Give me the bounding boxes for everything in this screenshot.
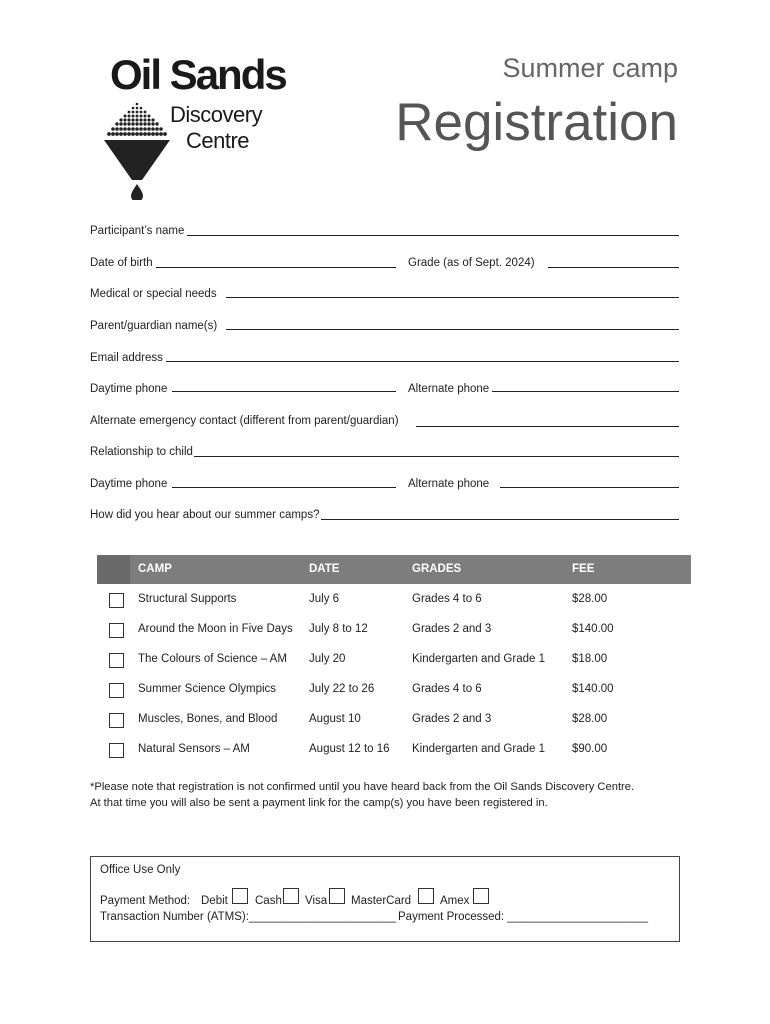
- camp-date: July 20: [309, 653, 346, 665]
- camp-date: July 8 to 12: [309, 623, 368, 635]
- payment-processed-field[interactable]: Payment Processed: ______________________: [398, 911, 649, 923]
- camp-name: The Colours of Science – AM: [138, 653, 287, 665]
- camp-fee: $140.00: [572, 623, 614, 635]
- camp-name: Natural Sensors – AM: [138, 743, 250, 755]
- camp-date: August 12 to 16: [309, 743, 390, 755]
- participant-name-field[interactable]: [187, 235, 679, 236]
- header-subtitle: Summer camp: [502, 53, 678, 83]
- page-title: Registration: [395, 93, 678, 152]
- logo-droplet-icon: [102, 100, 172, 200]
- table-header-fee: FEE: [572, 563, 595, 575]
- debit-label: Debit: [201, 895, 228, 907]
- camp-checkbox[interactable]: [109, 653, 124, 668]
- cash-checkbox[interactable]: [283, 888, 299, 904]
- camp-grades: Grades 2 and 3: [412, 713, 492, 725]
- camp-fee: $18.00: [572, 653, 608, 665]
- daytime-phone-2-label: Daytime phone: [90, 478, 168, 490]
- camp-checkbox[interactable]: [109, 713, 124, 728]
- visa-checkbox[interactable]: [329, 888, 345, 904]
- camp-fee: $28.00: [572, 593, 608, 605]
- camp-checkbox[interactable]: [109, 743, 124, 758]
- email-label: Email address: [90, 352, 163, 364]
- camp-grades: Grades 2 and 3: [412, 623, 492, 635]
- alternate-phone-field[interactable]: [492, 391, 679, 392]
- participant-name-label: Participant’s name: [90, 225, 185, 237]
- debit-checkbox[interactable]: [232, 888, 248, 904]
- daytime-phone-label: Daytime phone: [90, 383, 168, 395]
- date-of-birth-field[interactable]: [156, 267, 396, 268]
- email-field[interactable]: [166, 361, 679, 362]
- alternate-phone-2-label: Alternate phone: [408, 478, 490, 490]
- camp-fee: $90.00: [572, 743, 608, 755]
- table-header-grades: GRADES: [412, 563, 462, 575]
- how-heard-label: How did you hear about our summer camps?: [90, 509, 320, 521]
- medical-label: Medical or special needs: [90, 288, 217, 300]
- table-header-camp: CAMP: [138, 563, 172, 575]
- guardian-label: Parent/guardian name(s): [90, 320, 218, 332]
- amex-checkbox[interactable]: [473, 888, 489, 904]
- emergency-contact-field[interactable]: [416, 426, 679, 427]
- alternate-phone-2-field[interactable]: [500, 487, 679, 488]
- camp-checkbox[interactable]: [109, 683, 124, 698]
- alternate-phone-label: Alternate phone: [408, 383, 490, 395]
- visa-label: Visa: [305, 895, 328, 907]
- camp-date: July 6: [309, 593, 340, 605]
- camp-grades: Grades 4 to 6: [412, 593, 482, 605]
- camp-grades: Grades 4 to 6: [412, 683, 482, 695]
- medical-field[interactable]: [226, 297, 679, 298]
- camp-fee: $28.00: [572, 713, 608, 725]
- daytime-phone-field[interactable]: [172, 391, 396, 392]
- camp-date: August 10: [309, 713, 361, 725]
- camp-fee: $140.00: [572, 683, 614, 695]
- relationship-field[interactable]: [194, 456, 679, 457]
- grade-field[interactable]: [548, 267, 679, 268]
- how-heard-field[interactable]: [321, 519, 679, 520]
- logo-subtitle-discovery: Discovery: [170, 102, 263, 127]
- daytime-phone-2-field[interactable]: [172, 487, 396, 488]
- table-header-date: DATE: [309, 563, 340, 575]
- grade-label: Grade (as of Sept. 2024): [408, 257, 535, 269]
- table-header-checkbox-column: [97, 555, 130, 584]
- camp-checkbox[interactable]: [109, 593, 124, 608]
- camp-name: Summer Science Olympics: [138, 683, 277, 695]
- camp-grades: Kindergarten and Grade 1: [412, 653, 545, 665]
- camp-name: Around the Moon in Five Days: [138, 623, 293, 635]
- cash-label: Cash: [255, 895, 282, 907]
- amex-label: Amex: [440, 895, 470, 907]
- registration-note-line2: At that time you will also be sent a payment link for the camp(s) you have been registered in.: [90, 797, 548, 809]
- camp-name: Structural Supports: [138, 593, 237, 605]
- camp-checkbox[interactable]: [109, 623, 124, 638]
- mastercard-checkbox[interactable]: [418, 888, 434, 904]
- table-header: [97, 555, 691, 584]
- date-of-birth-label: Date of birth: [90, 257, 153, 269]
- camp-name: Muscles, Bones, and Blood: [138, 713, 278, 725]
- camp-date: July 22 to 26: [309, 683, 375, 695]
- relationship-label: Relationship to child: [90, 446, 193, 458]
- transaction-number-field[interactable]: Transaction Number (ATMS):_______________________: [100, 911, 396, 923]
- emergency-contact-label: Alternate emergency contact (different from parent/guardian): [90, 415, 399, 427]
- mastercard-label: MasterCard: [351, 895, 412, 907]
- camp-grades: Kindergarten and Grade 1: [412, 743, 545, 755]
- registration-note-line1: *Please note that registration is not confirmed until you have heard back from the Oil Sands Discovery Centre.: [90, 781, 635, 793]
- logo-subtitle-centre: Centre: [186, 128, 250, 153]
- payment-method-label: Payment Method:: [100, 895, 191, 907]
- guardian-field[interactable]: [226, 329, 679, 330]
- logo-title: Oil Sands: [110, 51, 286, 98]
- office-use-title: Office Use Only: [100, 864, 181, 876]
